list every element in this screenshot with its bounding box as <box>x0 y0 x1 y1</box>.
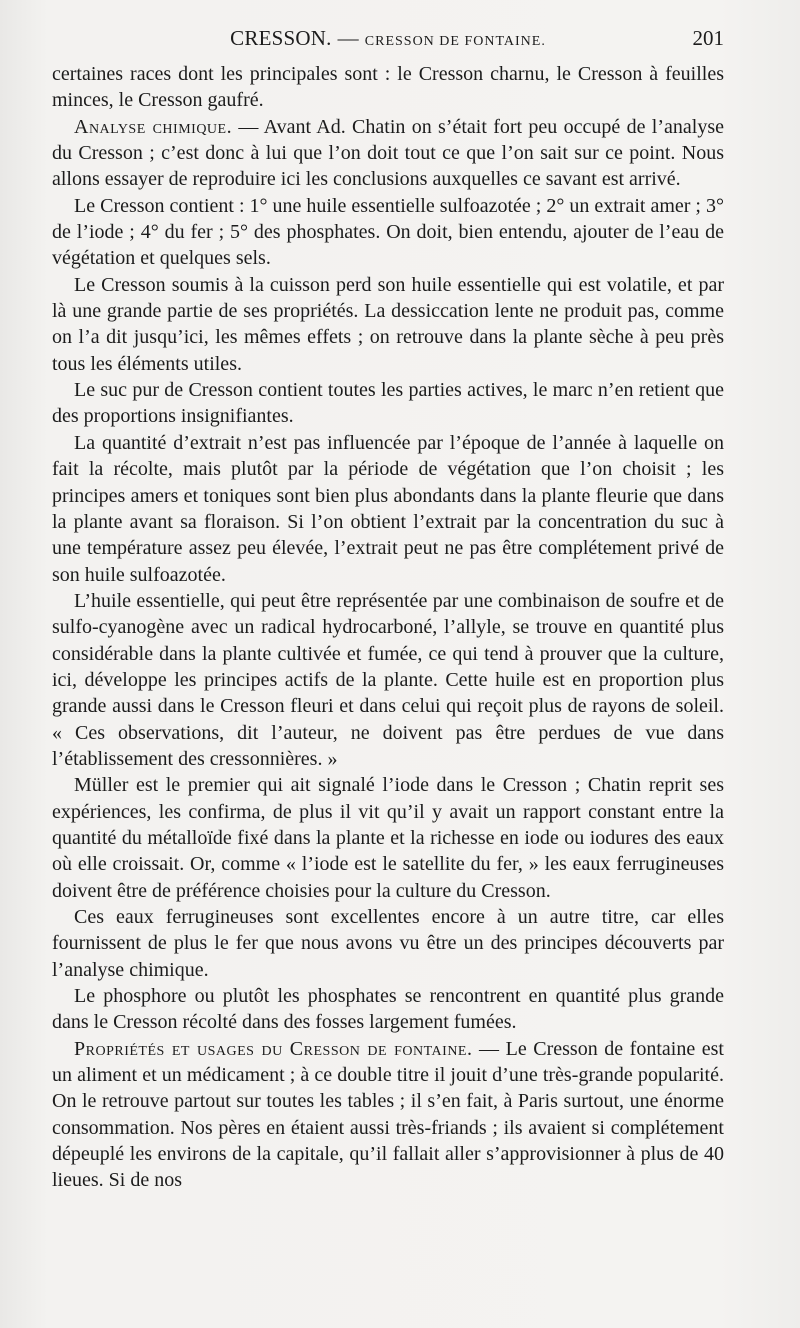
paragraph-extrait <box>52 430 724 588</box>
paragraph-text: certaines races dont les principales sont : le Cresson charnu, le Cresson à feuilles minces, le Cresson gaufré. <box>52 63 724 112</box>
running-title <box>52 26 724 51</box>
paragraph-text: — Le Cresson de fontaine est un aliment et un médicament ; à ce double titre il jouit d’une très-grande popularité. On le retrouve partout sur toutes les tables ; il s’en fait, à Paris surtout, une énorme consommation. Nos pères en étaient aussi très-friands ; ils avaient si complétement dépeuplé les environs de la capitale, qu’il fallait aller s’approvisionner à plus de 40 lieues. Si de nos <box>52 1037 724 1192</box>
section-heading-analyse: Analyse chimique. <box>74 115 233 138</box>
paragraph-1 <box>52 61 724 114</box>
paragraph-text: Le phosphore ou plutôt les phosphates se rencontrent en quantité plus grande dans le Cresson récolté dans des fosses largement fumées. <box>52 985 724 1034</box>
section-heading-proprietes: Propriétés et usages du Cresson de fontaine. <box>74 1037 473 1060</box>
paragraph-eaux-ferrugineuses <box>52 904 724 983</box>
running-title-dash: — <box>337 26 359 50</box>
paragraph-iode <box>52 772 724 904</box>
paragraph-text: Le Cresson soumis à la cuisson perd son huile essentielle qui est volatile, et par là une grande partie de ses propriétés. La dessiccation lente ne produit pas, comme on l’a dit jusqu’ici, les mêmes effets ; on retrouve dans la plante sèche à peu près tous les éléments utiles. <box>52 273 724 375</box>
paragraph-composition <box>52 193 724 272</box>
paragraph-text: La quantité d’extrait n’est pas influencée par l’époque de l’année à laquelle on fait la récolte, mais plutôt par la période de végétation que l’on choisit ; les principes amers et toniques sont bien plus abondants dans la plante fleurie que dans la plante avant sa floraison. Si l’on obtient l’extrait par la concentration du suc à une température assez peu élevée, l’extrait peut ne pas être complétement privé de son huile sulfoazotée. <box>52 431 724 586</box>
paragraph-huile-essentielle <box>52 588 724 772</box>
paragraph-text: L’huile essentielle, qui peut être représentée par une combinaison de soufre et de sulfo-cyanogène avec un radical hydrocarboné, l’allyle, se trouve en quantité plus considérable dans la plante cultivée et fumée, ce qui tend à prouver que la culture, ici, développe les principes actifs de la plante. Cette huile est en proportion plus grande aussi dans le Cresson fleuri et dans celui qui reçoit plus de rayons de soleil. « Ces observations, dit l’auteur, ne doivent pas être perdues de vue dans l’établissement des cressonnières. » <box>52 589 724 770</box>
paragraph-text: Le Cresson contient : 1° une huile essentielle sulfoazotée ; 2° un extrait amer ; 3° de l’iode ; 4° du fer ; 5° des phosphates. On doit, bien entendu, ajouter de l’eau de végétation et quelques sels. <box>52 194 724 270</box>
running-title-sub: CRESSON DE FONTAINE. <box>364 34 546 49</box>
paragraph-proprietes-usages <box>52 1036 724 1194</box>
paragraph-text: Müller est le premier qui ait signalé l’iode dans le Cresson ; Chatin reprit ses expériences, les confirma, de plus il vit qu’il y avait un rapport constant entre la quantité du métalloïde fixé dans la plante et la richesse en iode ou iodures des eaux où elle croissait. Or, comme « l’iode est le satellite du fer, » les eaux ferrugineuses doivent être de préférence choisies pour la culture du Cresson. <box>52 774 724 902</box>
paragraph-analyse-chimique <box>52 114 724 193</box>
paragraph-suc <box>52 377 724 430</box>
paragraph-cuisson <box>52 272 724 377</box>
paragraph-text: Ces eaux ferrugineuses sont excellentes encore à un autre titre, car elles fournissent de plus le fer que nous avons vu être un des principes découverts par l’analyse chimique. <box>52 906 724 981</box>
page-number: 201 <box>692 26 724 50</box>
paragraph-text: — Avant Ad. Chatin on s’était fort peu occupé de l’analyse du Cresson ; c’est donc à lui que l’on doit tout ce que l’on sait sur ce point. Nous allons essayer de reproduire ici les conclusions auxquelles ce savant est arrivé. <box>52 115 724 191</box>
paragraph-text: Le suc pur de Cresson contient toutes les parties actives, le marc n’en retient que des proportions insignifiantes. <box>52 379 724 428</box>
running-header <box>52 22 724 58</box>
running-title-main: CRESSON. <box>230 26 332 50</box>
paragraph-phosphore <box>52 983 724 1036</box>
body-text <box>52 61 724 1194</box>
